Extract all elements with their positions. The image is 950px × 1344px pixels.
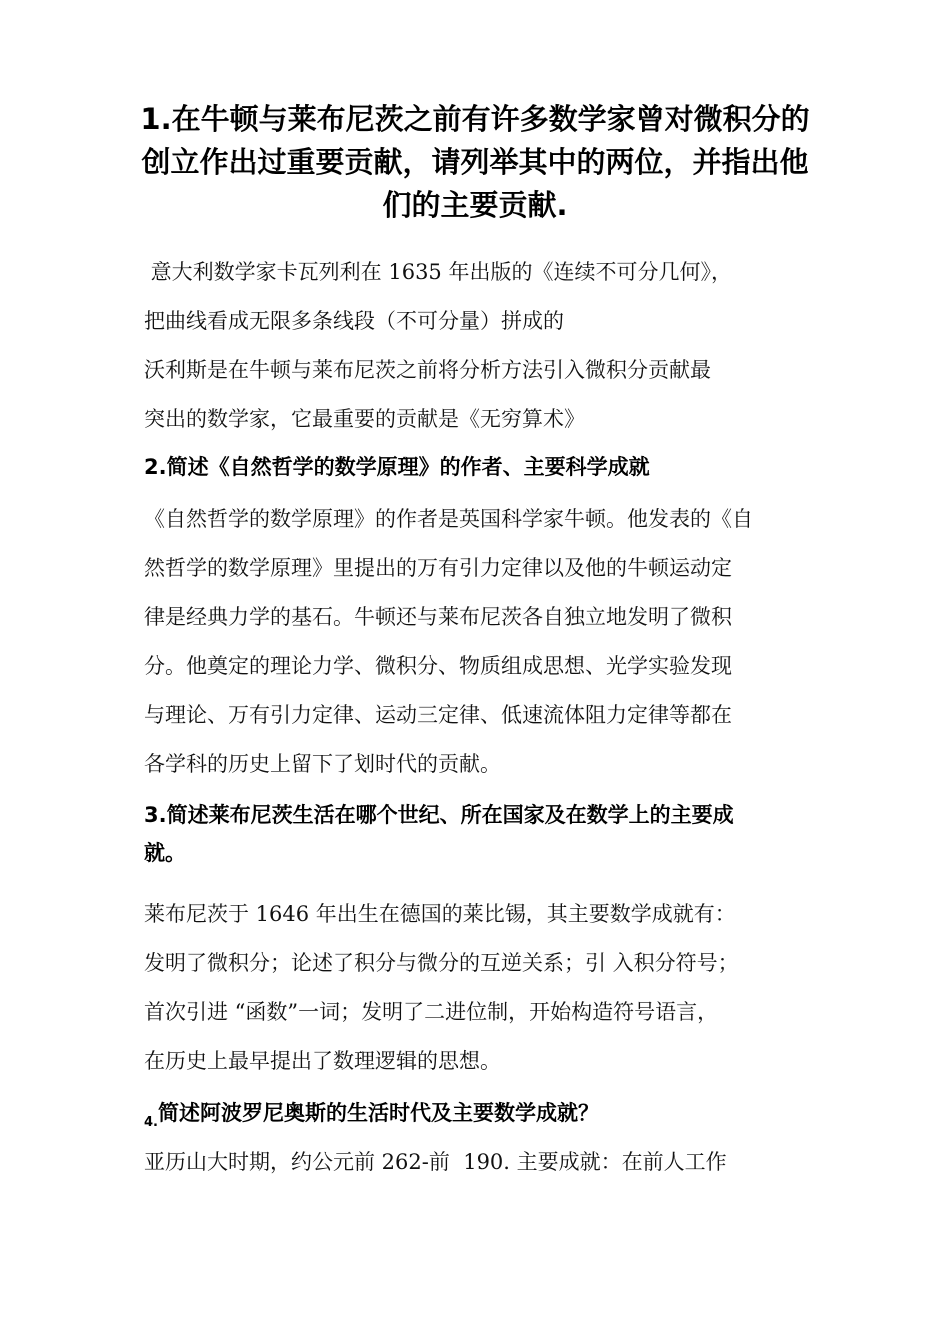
answer-line: 意大利数学家卡瓦列利在 1635 年出版的《连续不可分几何》， — [144, 260, 732, 284]
question-3-title-line: 3.简述莱布尼茨生活在哪个世纪、所在国家及在数学上的主要成 — [144, 803, 734, 827]
answer-line: 亚历山大时期，约公元前 262-前 190. 主要成就：在前人工作 — [144, 1150, 727, 1174]
question-1-title — [140, 98, 810, 227]
question-1-title-line: 创立作出过重要贡献，请列举其中的两位，并指出他 — [141, 145, 809, 179]
question-1-title-line: 们的主要贡献. — [382, 188, 568, 222]
question-2-title-text: 2.简述《自然哲学的数学原理》的作者、主要科学成就 — [144, 455, 650, 479]
question-4-title — [144, 1094, 824, 1142]
answer-line: 各学科的历史上留下了划时代的贡献。 — [144, 752, 501, 776]
answer-line: 在历史上最早提出了数理逻辑的思想。 — [144, 1049, 501, 1073]
answer-line: 沃利斯是在牛顿与莱布尼茨之前将分析方法引入微积分贡献最 — [144, 358, 711, 382]
answer-line: 突出的数学家，它最重要的贡献是《无穷算术》 — [144, 407, 585, 431]
question-4-answer — [144, 1138, 824, 1187]
question-3-title — [144, 796, 824, 872]
question-3-title-line: 就。 — [144, 841, 186, 865]
question-1-answer — [144, 248, 824, 444]
question-2-title — [144, 448, 824, 486]
answer-line: 与理论、万有引力定律、运动三定律、低速流体阻力定律等都在 — [144, 703, 732, 727]
answer-line: 首次引进 “函数”一词；发明了二进位制，开始构造符号语言， — [144, 1000, 719, 1024]
answer-line: 莱布尼茨于 1646 年出生在德国的莱比锡，其主要数学成就有： — [144, 902, 736, 926]
answer-line: 发明了微积分；论述了积分与微分的互逆关系；引 入积分符号； — [144, 951, 739, 975]
answer-line: 然哲学的数学原理》里提出的万有引力定律以及他的牛顿运动定 — [144, 556, 732, 580]
question-3-answer — [144, 890, 824, 1086]
question-2-answer — [144, 495, 824, 789]
question-4-title-text: 简述阿波罗尼奥斯的生活时代及主要数学成就？ — [157, 1101, 599, 1125]
answer-line: 《自然哲学的数学原理》的作者是英国科学家牛顿。他发表的《自 — [144, 507, 753, 531]
answer-line: 律是经典力学的基石。牛顿还与莱布尼茨各自独立地发明了微积 — [144, 605, 732, 629]
question-4-number: 4. — [144, 1115, 158, 1130]
answer-line: 分。他奠定的理论力学、微积分、物质组成思想、光学实验发现 — [144, 654, 732, 678]
question-1-title-line: 1.在牛顿与莱布尼茨之前有许多数学家曾对微积分的 — [140, 102, 810, 136]
answer-line: 把曲线看成无限多条线段（不可分量）拼成的 — [144, 309, 564, 333]
